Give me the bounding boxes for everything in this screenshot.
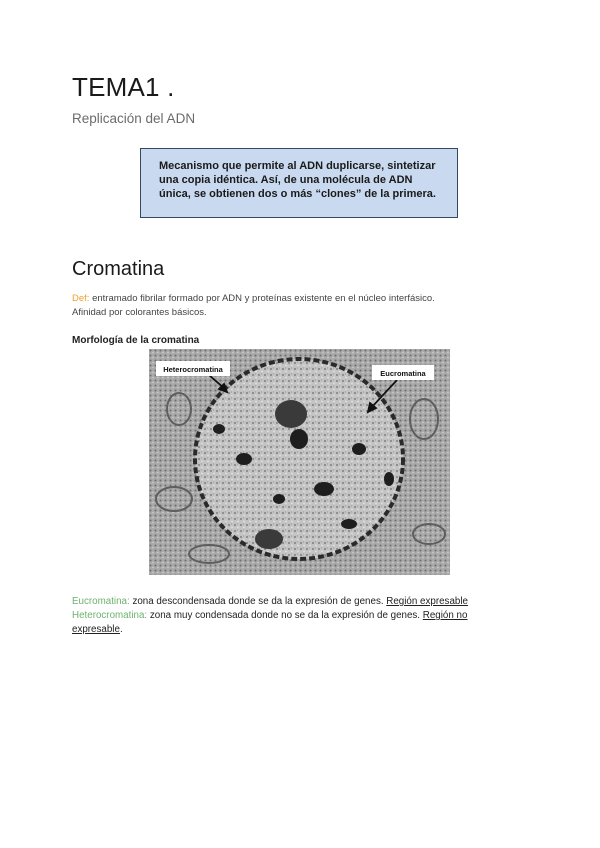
- section-heading: Cromatina: [72, 258, 165, 280]
- eu-text: zona descondensada donde se da la expresión de genes.: [129, 596, 387, 607]
- label-heterocromatina: Heterocromatina: [163, 365, 223, 374]
- callout-line-2: una copia idéntica. Así, de una molécula de ADN: [159, 174, 413, 186]
- eu-link: Región expresable: [386, 596, 468, 607]
- chromatin-types: [72, 595, 542, 637]
- page-title: TEMA1 .: [72, 72, 175, 102]
- hetero-term: Heterocromatina:: [72, 610, 148, 621]
- chromatin-definition: [72, 292, 542, 320]
- hetero-text: zona muy condensada donde no se da la expresión de genes.: [147, 610, 423, 621]
- hetero-definition-cont: [72, 623, 542, 637]
- def-line-1: [72, 292, 542, 306]
- figure-label-hetero: [156, 361, 230, 376]
- subheading: Morfología de la cromatina: [72, 335, 200, 346]
- hetero-link-1: Región no: [422, 610, 468, 621]
- hetero-link-2: expresable: [72, 624, 120, 635]
- hetero-end: .: [119, 624, 123, 635]
- callout-line-3: única, se obtienen dos o más “clones” de la primera.: [159, 188, 436, 200]
- def-label: Def:: [72, 293, 90, 304]
- eu-term: Eucromatina:: [72, 596, 130, 607]
- eu-definition: [72, 595, 542, 609]
- label-eucromatina: Eucromatina: [380, 369, 426, 378]
- def-line-2: Afinidad por colorantes básicos.: [72, 307, 207, 318]
- callout-line-1: Mecanismo que permite al ADN duplicarse, sintetizar: [159, 160, 436, 172]
- definition-callout: [140, 148, 458, 218]
- chromatin-micrograph: [149, 349, 450, 575]
- def-text-1: entramado fibrilar formado por ADN y proteínas existente en el núcleo interfásico.: [89, 293, 435, 304]
- hetero-definition: [72, 609, 542, 623]
- figure-label-eu: [372, 365, 434, 380]
- page-subtitle: Replicación del ADN: [72, 111, 196, 126]
